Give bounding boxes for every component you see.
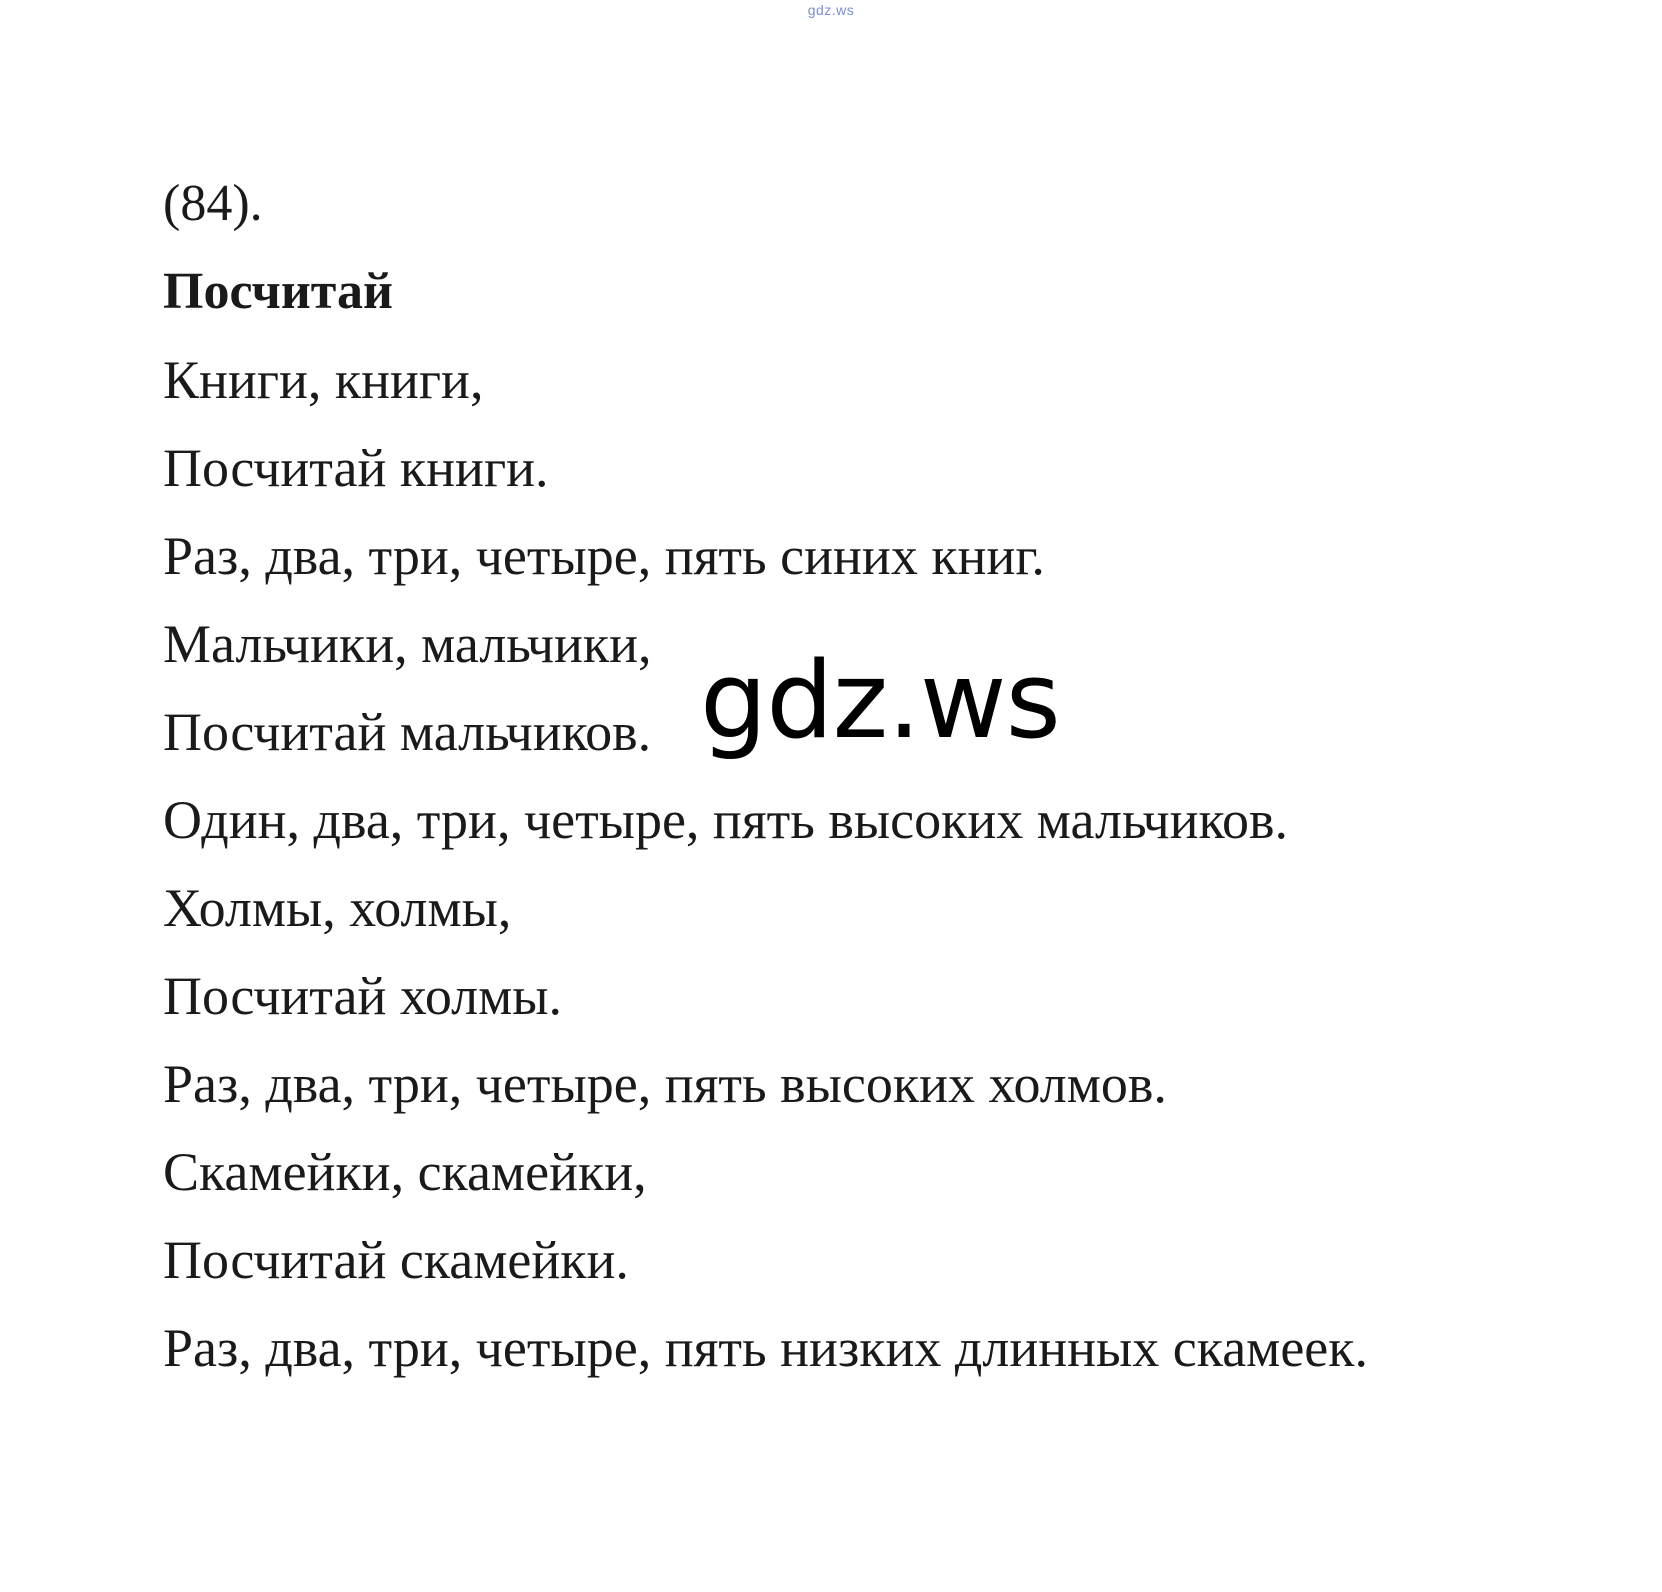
exercise-number: (84). — [163, 175, 263, 232]
poem-line: Скамейки, скамейки, — [163, 1142, 647, 1202]
poem-line: Мальчики, мальчики, — [163, 614, 652, 674]
poem-line: Раз, два, три, четыре, пять синих книг. — [163, 526, 1045, 586]
document-body — [163, 160, 1622, 1392]
poem-line: Посчитай мальчиков. — [163, 702, 652, 762]
poem-line: Один, два, три, четыре, пять высоких мальчиков. — [163, 790, 1289, 850]
poem-line: Посчитай скамейки. — [163, 1230, 629, 1290]
poem-title: Посчитай — [163, 263, 393, 320]
poem-line: Посчитай книги. — [163, 438, 549, 498]
poem-line: Посчитай холмы. — [163, 966, 563, 1026]
poem-line: Раз, два, три, четыре, пять низких длинных скамеек. — [163, 1318, 1369, 1378]
watermark-logo: gdz.ws — [700, 639, 1060, 762]
poem-line: Холмы, холмы, — [163, 878, 512, 938]
poem-line: Раз, два, три, четыре, пять высоких холмов. — [163, 1054, 1167, 1114]
poem-line: Книги, книги, — [163, 350, 484, 410]
site-mark: gdz.ws — [807, 2, 855, 18]
